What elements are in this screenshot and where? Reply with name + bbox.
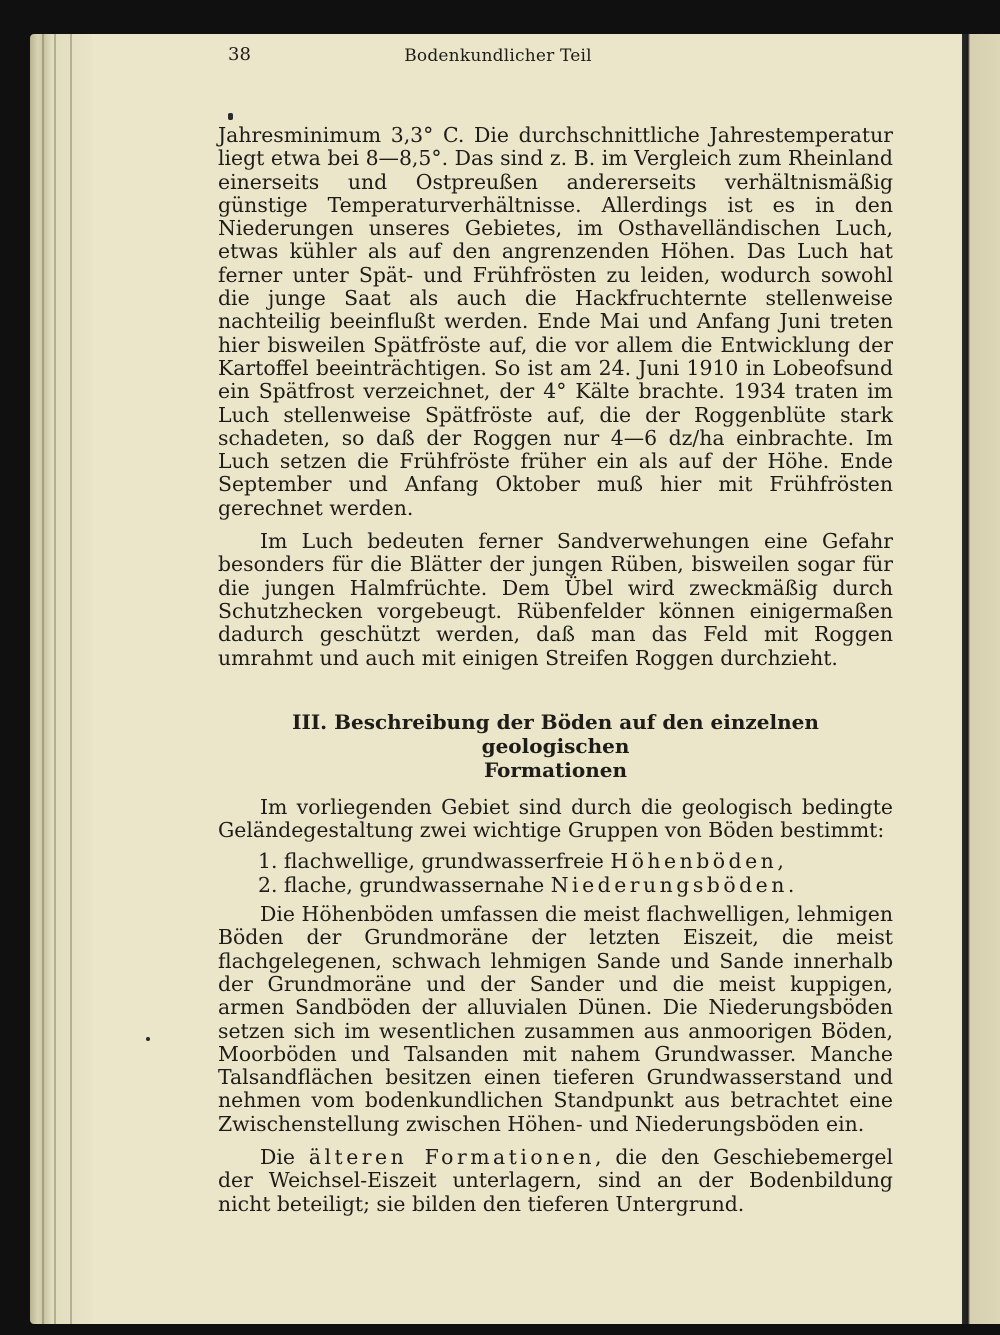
list-item-punct: , — [777, 849, 784, 874]
list-item-term: Niederungsböden — [550, 872, 788, 897]
paragraph — [218, 1146, 893, 1216]
paragraph: Die Höhenböden umfassen die meist flachwelligen, lehmigen Böden der Grundmoräne der letzten Eiszeit, die meist flachgelegenen, schwach lehmigen Sande und Sande innerhalb der Grundmoräne und der Sander und die meist kuppigen, armen Sandböden der alluvialen Dünen. Die Niederungsböden setzen sich im wesentlichen zusammen aus anmoorigen Böden, Moorböden und Talsanden mit nahem Grundwasser. Manche Talsandflächen besitzen einen tieferen Grundwasserstand und nehmen vom bodenkundlichen Standpunkt aus betrachtet eine Zwischenstellung zwischen Höhen- und Niederungsböden ein. — [218, 902, 893, 1136]
body-text — [218, 124, 893, 1216]
paragraph-start: Die — [260, 1144, 309, 1169]
facing-page-edge — [962, 34, 1000, 1324]
soil-group-list — [258, 850, 893, 897]
page-edge — [42, 34, 44, 1324]
section-heading-line: Formationen — [483, 757, 628, 782]
paragraph-rest: , die den Geschiebemergel der Weichsel-Eiszeit unterlagern, sind an der Bodenbildung nicht beteiligt; sie bilden den tieferen Untergrund. — [218, 1144, 893, 1216]
running-head: Bodenkundlicher Teil — [404, 46, 592, 66]
paragraph: Im vorliegenden Gebiet sind durch die geologisch bedingte Geländegestaltung zwei wichtige Gruppen von Böden bestimmt: — [218, 794, 893, 843]
page-number: 38 — [228, 44, 251, 65]
list-item-punct: . — [787, 872, 795, 897]
list-item-term: Höhenböden — [610, 849, 778, 874]
page-edge — [70, 34, 72, 1324]
ink-dot — [228, 113, 233, 120]
section-heading — [218, 710, 893, 782]
paragraph: Im Luch bedeuten ferner Sandverwehungen eine Gefahr besonders für die Blätter der jungen Rüben, bisweilen sogar für die jungen Halmfrüchte. Dem Übel wird zweckmäßig durch Schutzhecken vorgebeugt. Rübenfelder können einigermaßen dadurch geschützt werden, daß man das Feld mit Roggen umrahmt und auch mit einigen Streifen Roggen durchzieht. — [218, 529, 893, 670]
paragraph: Jahresminimum 3,3° C. Die durchschnittliche Jahrestemperatur liegt etwa bei 8—8,5°. Das sind z. B. im Vergleich zum Rheinland einerseits und Ostpreußen andererseits verhältnismäßig günstige Temperaturverhältnisse. Allerdings ist es in den Niederungen unseres Gebietes, im Osthavelländischen Luch, etwas kühler als auf den angrenzenden Höhen. Das Luch hat ferner unter Spät- und Frühfrösten zu leiden, wodurch sowohl die junge Saat als auch die Hackfruchternte stellenweise nachteilig beeinflußt werden. Ende Mai und Anfang Juni treten hier bisweilen Spätfröste auf, die vor allem die Entwicklung der Kartoffel beeinträchtigen. So ist am 24. Juni 1910 in Lobeofsund ein Spätfrost verzeichnet, der 4° Kälte brachte. 1934 traten im Luch stellenweise Spätfröste auf, die der Roggenblüte stark schadeten, so daß der Roggen nur 4—6 dz/ha einbrachte. Im Luch setzen die Frühfröste früher ein als auf der Höhe. Ende September und Anfang Oktober muß hier mit Frühfrösten gerechnet werden. — [218, 123, 893, 520]
emphasized-term: älteren Formationen — [308, 1144, 596, 1169]
ink-dot — [146, 1037, 150, 1041]
page-edge — [54, 34, 56, 1324]
page-content — [100, 40, 800, 72]
list-item-text: 1. flachwellige, grundwasserfreie — [258, 849, 611, 874]
page-header — [218, 40, 778, 72]
section-heading-line: III. Beschreibung der Böden auf den einzelnen geologischen — [292, 709, 819, 758]
list-item-text: 2. flache, grundwassernahe — [258, 872, 551, 897]
list-item — [258, 850, 893, 873]
list-item — [258, 874, 893, 897]
